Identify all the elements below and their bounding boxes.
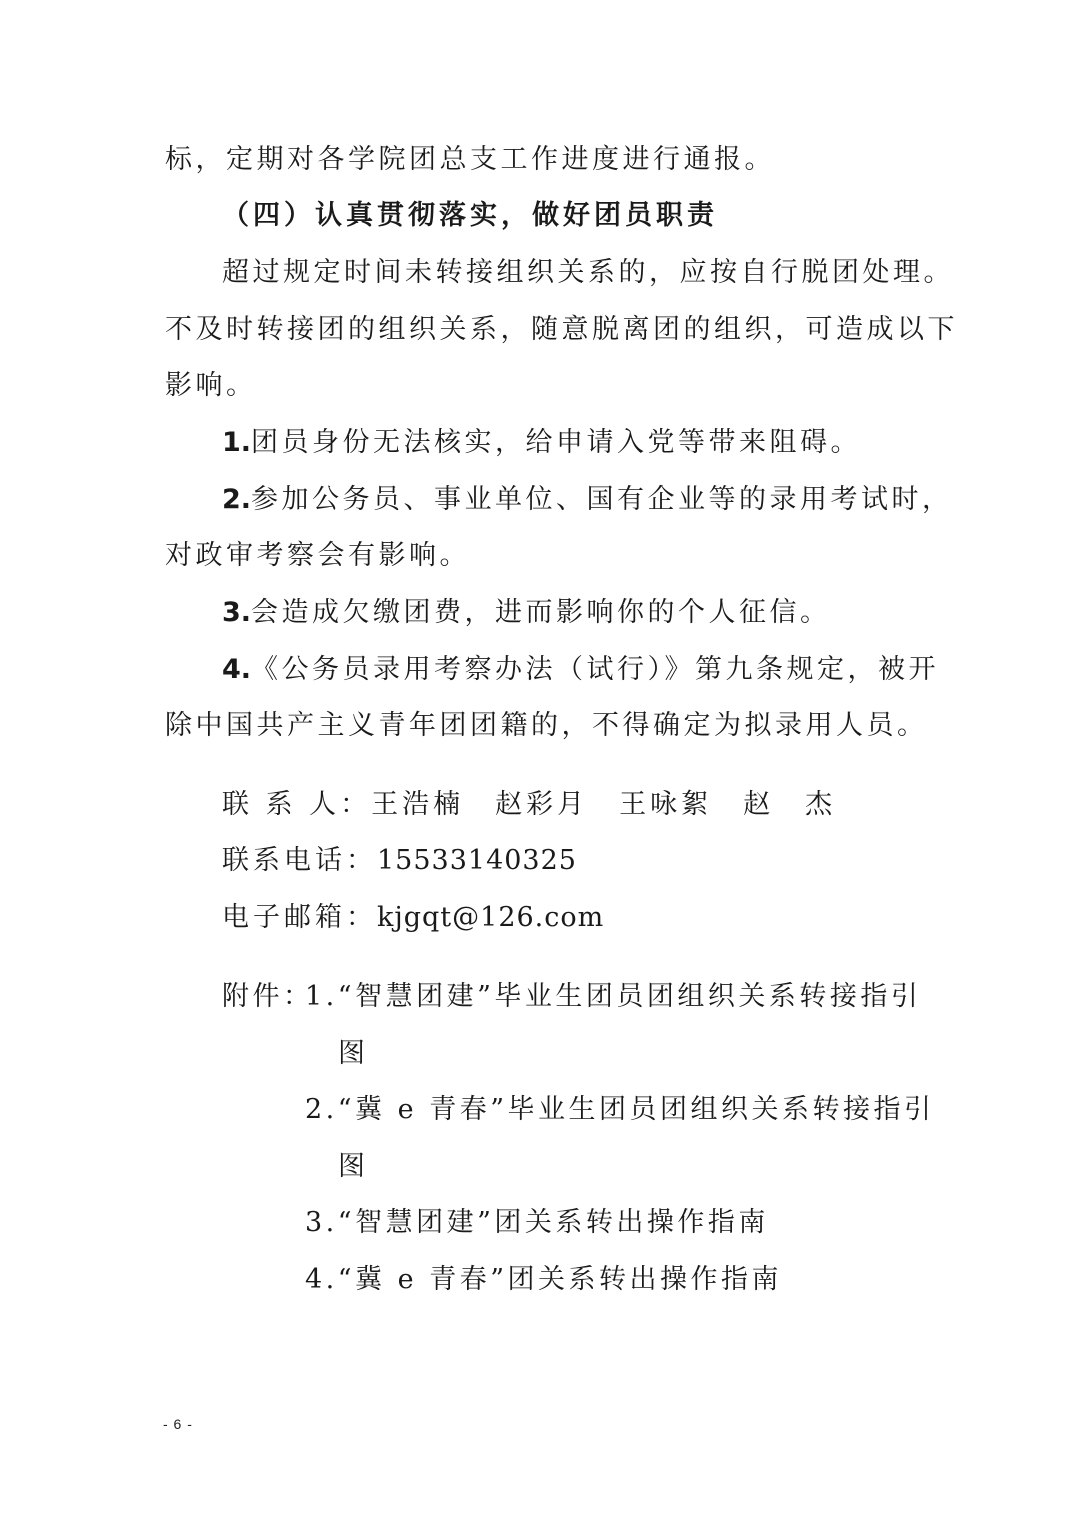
- list-item-continuation: 除中国共产主义青年团团籍的，不得确定为拟录用人员。: [165, 710, 928, 741]
- contact-persons-label: 联 系 人：: [222, 789, 372, 820]
- contact-email-value: kjgqt@126.com: [377, 902, 605, 933]
- contact-phone: [222, 843, 577, 879]
- contact-phone-label: 联系电话：: [222, 845, 377, 876]
- attachment-number: 4.: [305, 1264, 338, 1295]
- list-item: [222, 482, 953, 518]
- attachment-item: [305, 1092, 935, 1128]
- attachment-title: “智慧团建”毕业生团员团组织关系转接指引: [337, 981, 922, 1012]
- attachment-title: “冀 e 青春”毕业生团员团组织关系转接指引: [337, 1094, 935, 1125]
- list-item-number: 4.: [222, 654, 252, 685]
- attachment-title: “冀 e 青春”团关系转出操作指南: [337, 1264, 783, 1295]
- list-item-text: 《公务员录用考察办法（试行）》第九条规定，被开: [251, 654, 940, 685]
- paragraph-line: 标，定期对各学院团总支工作进度进行通报。: [165, 144, 775, 175]
- list-item-number: 2.: [222, 484, 252, 515]
- attachments-label: 附件：: [222, 981, 314, 1012]
- list-item: [222, 652, 939, 688]
- list-item-text: 会造成欠缴团费，进而影响你的个人征信。: [251, 597, 831, 628]
- list-item-text: 参加公务员、事业单位、国有企业等的录用考试时，: [251, 484, 953, 515]
- attachment-item: [305, 1205, 769, 1241]
- contact-phone-value: 15533140325: [377, 845, 577, 876]
- attachment-number: 1.: [305, 981, 338, 1012]
- page-number: - 6 -: [163, 1416, 193, 1432]
- list-item: [222, 595, 831, 631]
- paragraph-line: 超过规定时间未转接组织关系的，应按自行脱团处理。: [222, 257, 954, 288]
- list-item-text: 团员身份无法核实，给申请入党等带来阻碍。: [251, 427, 862, 458]
- contact-email-label: 电子邮箱：: [222, 902, 377, 933]
- list-item-continuation: 对政审考察会有影响。: [165, 540, 470, 571]
- paragraph-line: 影响。: [165, 370, 257, 401]
- attachment-continuation: 图: [338, 1038, 369, 1069]
- list-item-number: 3.: [222, 597, 252, 628]
- attachment-item: [305, 979, 921, 1015]
- list-item: [222, 425, 861, 461]
- attachment-item: [305, 1262, 782, 1298]
- attachment-number: 2.: [305, 1094, 338, 1125]
- list-item-number: 1.: [222, 427, 252, 458]
- attachment-title: “智慧团建”团关系转出操作指南: [337, 1207, 769, 1238]
- attachment-continuation: 图: [338, 1151, 369, 1182]
- section-heading: （四）认真贯彻落实，做好团员职责: [222, 200, 718, 231]
- attachment-number: 3.: [305, 1207, 338, 1238]
- contact-persons: [222, 787, 836, 823]
- contact-email: [222, 900, 604, 936]
- contact-persons-value: 王浩楠 赵彩月 王咏絮 赵 杰: [371, 789, 837, 820]
- paragraph-line: 不及时转接团的组织关系，随意脱离团的组织，可造成以下: [165, 314, 958, 345]
